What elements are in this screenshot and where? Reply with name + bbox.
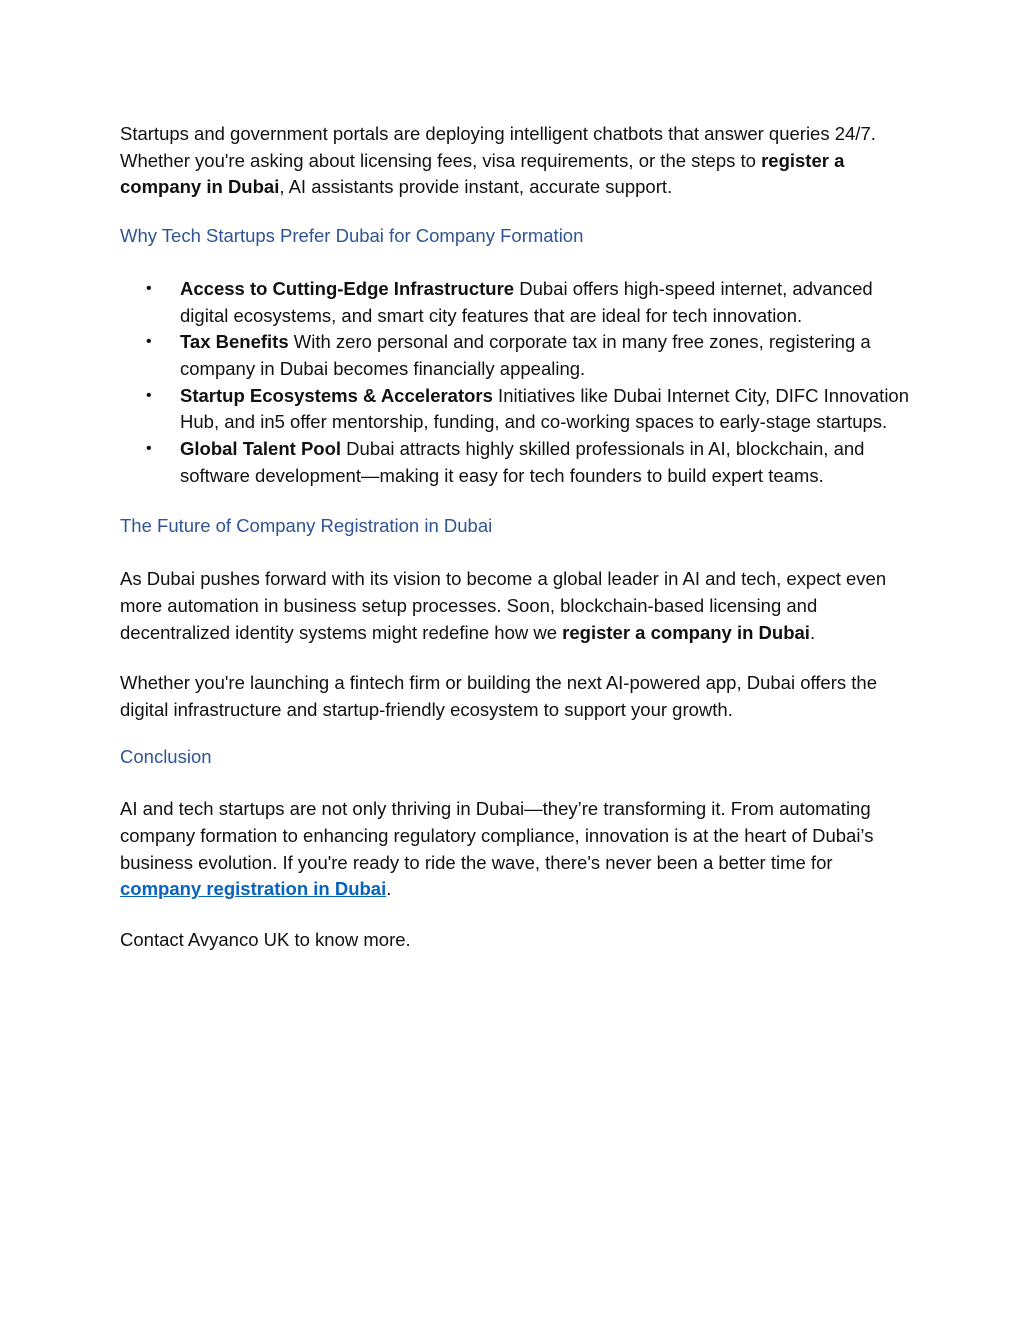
list-item-title: Access to Cutting-Edge Infrastructure	[180, 277, 515, 299]
future-p1-text: As Dubai pushes forward with its vision to become a global leader in AI and tech, expect even more automation in business setup processes. Soon, blockchain-based licensing and decentralized identity systems might redefine how we	[120, 568, 887, 643]
bullet-icon: •	[146, 279, 152, 297]
why-list	[120, 276, 910, 490]
conclusion-p1-text: AI and tech startups are not only thriving in Dubai—they’re transforming it. From automating company formation to enhancing regulatory compliance, innovation is at the heart of Dubai’s business evolution. If you're ready to ride the wave, there's never been a better time for	[120, 798, 874, 873]
intro-text-2: , AI assistants provide instant, accurate support.	[279, 176, 673, 198]
list-item-title: Startup Ecosystems & Accelerators	[180, 384, 493, 406]
company-registration-link[interactable]: company registration in Dubai	[120, 878, 387, 900]
why-heading: Why Tech Startups Prefer Dubai for Company Formation	[120, 225, 584, 247]
list-item-text: Dubai offers high-speed internet, advanced digital ecosystems, and smart city features that are ideal for tech innovation.	[180, 277, 873, 326]
list-item	[120, 383, 910, 436]
future-paragraph-2: Whether you're launching a fintech firm or building the next AI-powered app, Dubai offers the digital infrastructure and startup-friendly ecosystem to support your growth.	[120, 672, 877, 720]
contact-paragraph: Contact Avyanco UK to know more.	[120, 929, 411, 951]
future-p1-end: .	[809, 621, 816, 643]
list-item-title: Tax Benefits	[180, 331, 289, 353]
list-item-text: With zero personal and corporate tax in many free zones, registering a company in Dubai becomes financially appealing.	[180, 331, 871, 379]
list-item-title: Global Talent Pool	[180, 438, 342, 460]
future-heading: The Future of Company Registration in Dubai	[120, 515, 493, 537]
conclusion-heading: Conclusion	[120, 745, 212, 767]
bullet-icon: •	[146, 440, 152, 458]
document-page	[120, 121, 910, 954]
future-p1-bold-phrase: register a company in Dubai	[562, 621, 810, 643]
intro-bold-phrase: register a company in Dubai	[120, 149, 845, 198]
list-item-text: Initiatives like Dubai Internet City, DIFC Innovation Hub, and in5 offer mentorship, funding, and co-working spaces to early-stage startups.	[180, 384, 910, 433]
list-item	[120, 329, 910, 382]
intro-text-1: Startups and government portals are deploying intelligent chatbots that answer queries 24/7. Whether you're asking about licensing fees, visa requirements, or the steps to	[120, 123, 876, 171]
conclusion-paragraph	[120, 796, 910, 903]
conclusion-p1-end: .	[386, 878, 392, 900]
future-paragraph-1	[120, 566, 910, 646]
list-item	[120, 436, 910, 489]
list-item-text: Dubai attracts highly skilled professionals in AI, blockchain, and software development—making it easy for tech founders to build expert teams.	[180, 438, 865, 486]
list-item	[120, 276, 910, 329]
intro-paragraph	[120, 121, 910, 201]
bullet-icon: •	[146, 333, 152, 351]
bullet-icon: •	[146, 386, 152, 404]
